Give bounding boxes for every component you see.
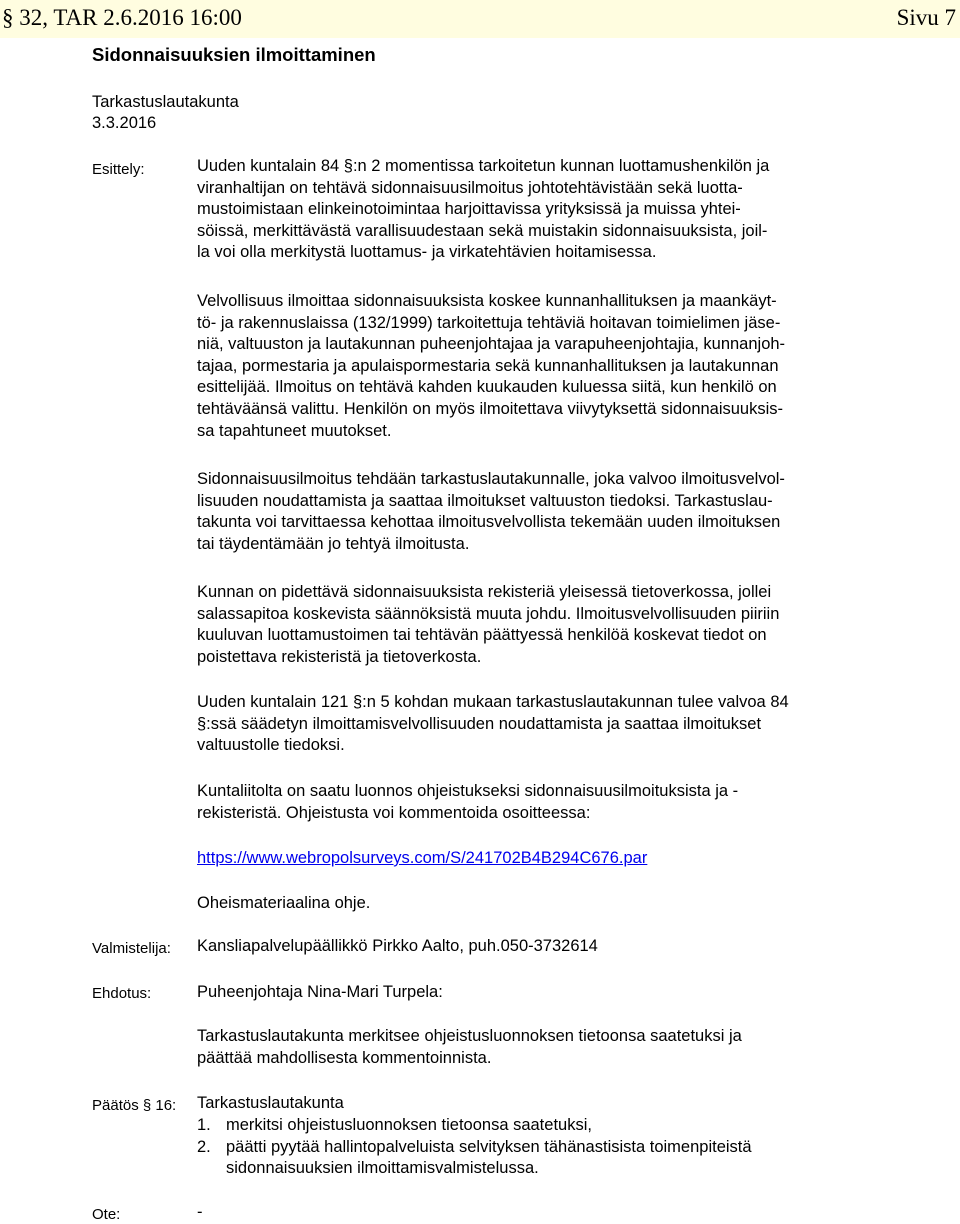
label-ehdotus: Ehdotus:	[92, 985, 152, 1002]
preparer: Kansliapalvelupäällikkö Pirkko Aalto, puh.050-3732614	[197, 937, 598, 955]
paragraph-1	[197, 156, 769, 264]
text-line: kuuluvan luottamustoimen tai tehtävän päättyessä henkilöä koskevat tiedot on	[197, 626, 767, 645]
label-paatos: Päätös § 16:	[92, 1097, 177, 1114]
text-line: tehtäväänsä valittu. Henkilön on myös ilmoitettava viivytyksettä sidonnaisuuksis-	[197, 399, 784, 418]
proposal-text	[197, 1026, 742, 1069]
text-line: la voi olla merkitystä luottamus- ja virkatehtävien hoitamisessa.	[197, 243, 657, 262]
text-line: sa tapahtuneet muutokset.	[197, 421, 392, 440]
text-line: Tarkastuslautakunta merkitsee ohjeistusluonnoksen tietoonsa saatetuksi ja	[197, 1027, 742, 1045]
excerpt-value: -	[197, 1203, 203, 1221]
header-band	[0, 0, 960, 38]
text-line: tö- ja rakennuslaissa (132/1999) tarkoitettuja tehtäviä hoitavan toimielimen jäse-	[197, 313, 781, 332]
proposal-chair: Puheenjohtaja Nina-Mari Turpela:	[197, 983, 443, 1001]
label-ote: Ote:	[92, 1206, 121, 1223]
list-item-continuation: sidonnaisuuksien ilmoittamisvalmistelussa.	[226, 1159, 539, 1178]
meeting-date: 3.3.2016	[92, 114, 157, 132]
text-line: salassapitoa koskevista säännöksistä muuta johdu. Ilmoitusvelvollisuuden piiriin	[197, 604, 780, 623]
document-title: Sidonnaisuuksien ilmoittaminen	[92, 44, 376, 65]
list-item	[197, 1115, 752, 1137]
survey-link-container	[197, 848, 647, 870]
paragraph-5	[197, 692, 789, 757]
text-line: valtuustolle tiedoksi.	[197, 736, 345, 755]
decision-body: Tarkastuslautakunta	[197, 1094, 344, 1112]
list-number: 1.	[197, 1116, 211, 1134]
list-number: 2.	[197, 1137, 211, 1156]
text-line: tajaa, pormestaria ja apulaispormestaria sekä kunnanhallituksen ja lautakunnan	[197, 356, 779, 375]
survey-link[interactable]: https://www.webropolsurveys.com/S/241702B4B294C676.par	[197, 849, 648, 867]
text-line: rekisteristä. Ohjeistusta voi kommentoida osoitteessa:	[197, 803, 591, 822]
paragraph-6	[197, 781, 738, 824]
page-number: Sivu 7	[896, 5, 956, 30]
paragraph-2	[197, 291, 785, 442]
label-esittely: Esittely:	[92, 161, 145, 178]
text-line: tai täydentämään jo tehtyä ilmoitusta.	[197, 534, 470, 553]
text-line: päättää mahdollisesta kommentoinnista.	[197, 1048, 492, 1067]
text-line: poistettava rekisteristä ja tietoverkosta.	[197, 647, 482, 666]
label-valmistelija: Valmistelija:	[92, 940, 171, 957]
text-line: lisuuden noudattamista ja saattaa ilmoitukset valtuuston tiedoksi. Tarkastuslau-	[197, 491, 773, 510]
committee-name: Tarkastuslautakunta	[92, 93, 239, 111]
text-line: Kunnan on pidettävä sidonnaisuuksista rekisteriä yleisessä tietoverkossa, jollei	[197, 583, 772, 601]
text-line: Uuden kuntalain 84 §:n 2 momentissa tarkoitetun kunnan luottamushenkilön ja	[197, 157, 770, 175]
text-line: Uuden kuntalain 121 §:n 5 kohdan mukaan tarkastuslautakunnan tulee valvoa 84	[197, 693, 789, 711]
list-item	[197, 1137, 752, 1159]
paragraph-4	[197, 582, 779, 668]
decision-list	[197, 1115, 752, 1180]
paragraph-3	[197, 469, 785, 555]
text-line: niä, valtuuston ja lautakunnan puheenjohtajaa ja varapuheenjohtajia, kunnanjoh-	[197, 335, 786, 354]
text-line: söissä, merkittävästä varallisuudestaan sekä muistakin sidonnaisuuksista, joil-	[197, 221, 768, 240]
text-line: Sidonnaisuusilmoitus tehdään tarkastuslautakunnalle, joka valvoo ilmoitusvelvol-	[197, 470, 785, 488]
text-line: §:ssä säädetyn ilmoittamisvelvollisuuden noudattamista ja saattaa ilmoitukset	[197, 714, 762, 733]
text-line: mustoimistaan elinkeinotoimintaa harjoittavissa yrityksissä ja muissa yhtei-	[197, 200, 741, 219]
text-line: viranhaltijan on tehtävä sidonnaisuusilmoitus johtotehtävistään sekä luotta-	[197, 178, 743, 197]
section-reference: § 32, TAR 2.6.2016 16:00	[2, 5, 242, 30]
list-text: merkitsi ohjeistusluonnoksen tietoonsa saatetuksi,	[226, 1116, 592, 1134]
text-line: Kuntaliitolta on saatu luonnos ohjeistukseksi sidonnaisuusilmoituksista ja -	[197, 782, 739, 800]
attachment-note: Oheismateriaalina ohje.	[197, 894, 371, 912]
text-line: takunta voi tarvittaessa kehottaa ilmoitusvelvollista tekemään uuden ilmoituksen	[197, 513, 781, 532]
text-line: esittelijää. Ilmoitus on tehtävä kahden kuukauden kuluessa siitä, kun henkilö on	[197, 378, 777, 397]
list-text: päätti pyytää hallintopalveluista selvityksen tähänastisista toimenpiteistä	[226, 1137, 752, 1156]
text-line: Velvollisuus ilmoittaa sidonnaisuuksista koskee kunnanhallituksen ja maankäyt-	[197, 292, 777, 310]
